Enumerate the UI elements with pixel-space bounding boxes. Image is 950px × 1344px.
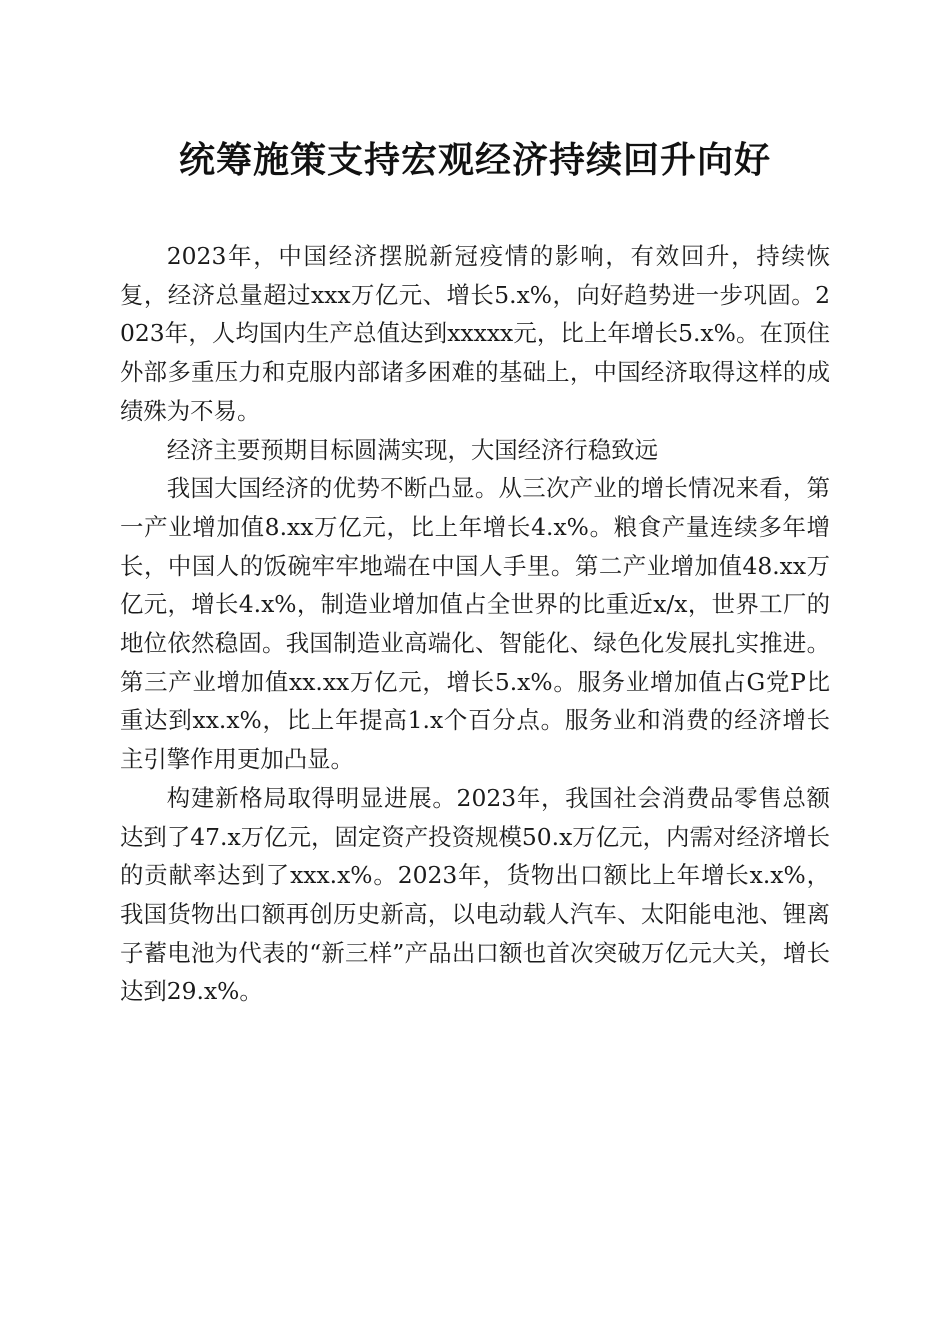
- document-title: 统筹施策支持宏观经济持续回升向好: [178, 139, 771, 181]
- paragraph-subheading: 经济主要预期目标圆满实现，大国经济行稳致远: [166, 435, 658, 464]
- paragraph-new-pattern: 构建新格局取得明显进展。2023年，我国社会消费品零售总额达到了47.x万亿元，固定资产投资规模50.x万亿元，内需对经济增长的贡献率达到了xxx.x%。2023年，货物出口额比上年增长x.x%，我国货物出口额再创历史新高，以电动载人汽车、太阳能电池、锂离子蓄电池为代表的“新三样”产品出口额也首次突破万亿元大关，增长达到29.x%。: [120, 783, 830, 1006]
- paragraph-intro: 2023年，中国经济摆脱新冠疫情的影响，有效回升，持续恢复，经济总量超过xxx万亿元、增长5.x%，向好趋势进一步巩固。2023年，人均国内生产总值达到xxxxx元，比上年增长5.x%。在顶住外部多重压力和克服内部诸多困难的基础上，中国经济取得这样的成绩殊为不易。: [120, 242, 830, 425]
- document-body: [120, 237, 830, 1011]
- paragraph-industry: 我国大国经济的优势不断凸显。从三次产业的增长情况来看，第一产业增加值8.xx万亿元，比上年增长4.x%。粮食产量连续多年增长，中国人的饭碗牢牢地端在中国人手里。第二产业增加值48.xx万亿元，增长4.x%，制造业增加值占全世界的比重近x/x，世界工厂的地位依然稳固。我国制造业高端化、智能化、绿色化发展扎实推进。第三产业增加值xx.xx万亿元，增长5.x%。服务业增加值占G党P比重达到xx.x%，比上年提高1.x个百分点。服务业和消费的经济增长主引擎作用更加凸显。: [120, 474, 830, 774]
